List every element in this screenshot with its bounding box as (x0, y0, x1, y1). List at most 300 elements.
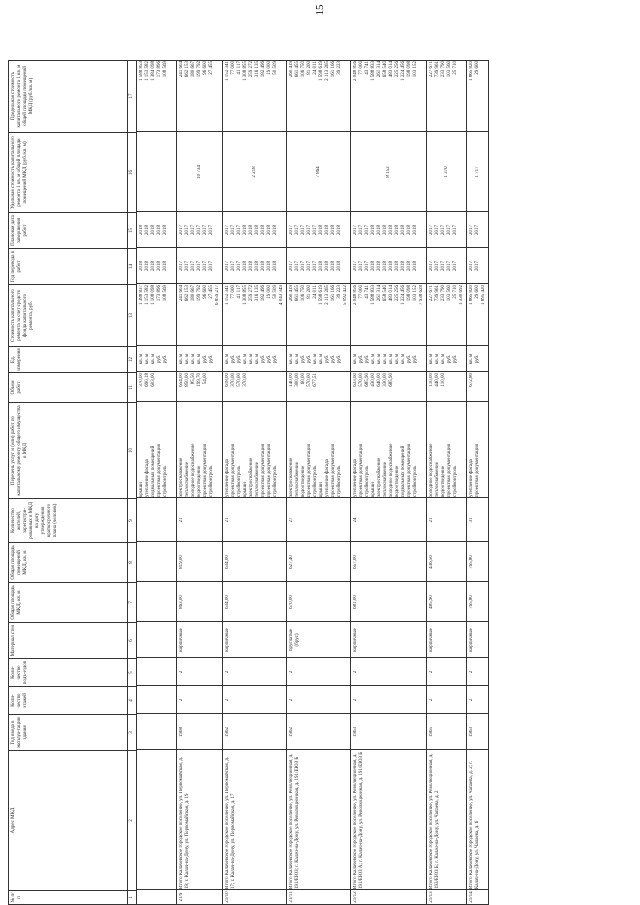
cell-line: 316 135 (255, 285, 260, 302)
cell-line: 2018 (413, 225, 418, 235)
cell-line: руб. (273, 354, 278, 364)
col-number: 8 (128, 542, 136, 582)
cell-line: руб. (209, 354, 214, 364)
cell-address: Итого Калачевское городское поселение, ул. Революционная, д. 191/ЕЮЗ; г. Калач-на-Дону, ул. Революционная, д. 191/ЕЮЗ Б (289, 753, 300, 889)
column-divider (351, 247, 426, 248)
cell-line: 2017 (203, 225, 208, 235)
column-divider (287, 401, 350, 402)
cell-line: 106 750 (301, 61, 306, 78)
cell-line: 2018 (337, 225, 342, 235)
cell-line: 241 604 (179, 61, 184, 78)
cell-line: 2018 (261, 261, 266, 271)
cell-line: 25 710 (453, 285, 458, 299)
cell-line: кв. м (429, 353, 434, 365)
cell-limit (353, 61, 419, 131)
cell-line: теплоснабжение (255, 462, 260, 497)
cell-line: 2017 (359, 261, 364, 271)
cell-line: 2 048 856 (353, 61, 358, 81)
column-divider (177, 657, 222, 658)
table-row (351, 60, 427, 905)
column-divider (287, 713, 350, 714)
cell-line: теплоснабжение (185, 462, 190, 497)
cell-entrances: 2 (429, 670, 434, 674)
cell-line: руб. (267, 354, 272, 364)
cell-line: 2017 (453, 261, 458, 271)
cell-cost-total: 6 859 217 (215, 285, 220, 305)
cell-line: стройконтроль (365, 465, 370, 497)
cell-line: 43 741 (365, 285, 370, 299)
cell-material: кирпичные (469, 628, 474, 652)
cell-line: 2018 (371, 261, 376, 271)
cell-line: холодное водоснабжение (429, 443, 434, 497)
cell-works (353, 403, 419, 497)
column-divider (177, 247, 222, 248)
cell-line: 2017 (191, 261, 196, 271)
cell-line: 24 011 (313, 285, 318, 299)
cell-line: 25 710 (453, 61, 458, 75)
cell-line: руб. (307, 354, 312, 364)
cell-line: проектная документация (231, 444, 236, 497)
cell-address: Итого Калачевское городское поселение, ул. Первомайская, д. 17; г. Калач-на-Дону, ул. Первомайская, д. 17 (225, 756, 236, 889)
cell-residents: 27 (289, 517, 294, 523)
cell-line: стройконтроль (453, 465, 458, 497)
column-divider (351, 657, 426, 658)
cell-line: 370,00 (243, 373, 248, 387)
cell-line: 1 224 456 (401, 285, 406, 305)
column-divider (351, 581, 426, 582)
cell-cost (179, 285, 215, 345)
cell-line: 2018 (337, 261, 342, 271)
cell-line: 850,00 (185, 373, 190, 387)
page-number: 15 (314, 4, 326, 16)
cell-material: кирпичные (353, 628, 358, 652)
cell-line: 2017 (185, 225, 190, 235)
column-divider (427, 685, 466, 686)
cell-line: 2017 (353, 225, 358, 235)
cell-limit (139, 61, 169, 131)
column-divider (223, 497, 286, 498)
cell-line: 483 014 (389, 61, 394, 78)
cell-line: 1 865 820 (469, 61, 474, 81)
cell-area: 863,00 (179, 595, 184, 609)
cell-line: руб. (413, 354, 418, 364)
column-divider (467, 541, 488, 542)
cell-line: 658 540 (383, 285, 388, 302)
cell-line: 182 496 (261, 285, 266, 302)
cell-volume (179, 373, 209, 401)
table-body (137, 60, 627, 905)
cell-entrances: 2 (179, 670, 184, 674)
cell-line: 140,00 (289, 373, 294, 387)
cell-line: кв. м (377, 353, 382, 365)
cell-line: 618,00 (225, 373, 230, 387)
cell-line: 2017 (203, 261, 208, 271)
cell-cost-total: 1 895 420 (481, 285, 486, 305)
cell-line: 110,00 (441, 373, 446, 387)
cell-line: 259 272 (249, 61, 254, 78)
cell-year: 1962 (289, 727, 294, 737)
header-col-9: Количество жителей, зарегистри-рованных в МКД на дату утверждения краткосрочного плана (человек) (9, 498, 127, 542)
cell-unit-cost: 10 734 (197, 165, 202, 179)
header-col-6: Материал стен (9, 622, 127, 658)
column-divider (427, 657, 466, 658)
cell-line: 2018 (331, 225, 336, 235)
cell-line: 2018 (243, 225, 248, 235)
cell-line: 81 200 (307, 285, 312, 299)
col-number: 10 (128, 402, 136, 498)
cell-volume (429, 373, 447, 401)
cell-line: 180 667 (191, 61, 196, 78)
column-divider (287, 497, 350, 498)
cell-units (139, 347, 169, 371)
cell-address: Итого Калачевское городское поселение, ул. Революционная, д. 193/ЕЮЗ Б; г. Калач-на-Дону, ул. Чапаева, д. 2 (429, 753, 440, 889)
cell-line: 199 792 (197, 285, 202, 302)
cell-units (179, 347, 215, 371)
col-number: 1 (128, 890, 136, 904)
cell-line: 2018 (261, 225, 266, 235)
cell-num: 21/14 (469, 891, 474, 903)
cell-volume (225, 373, 249, 401)
column-divider (427, 749, 466, 750)
cell-line: кв. м (401, 353, 406, 365)
cell-line: 2017 (353, 261, 358, 271)
cell-line: 2018 (249, 225, 254, 235)
cell-line: 2018 (255, 261, 260, 271)
cell-line: 2017 (453, 225, 458, 235)
header-col-2: Адрес МКД (9, 750, 127, 890)
cell-line: проектная документация (331, 444, 336, 497)
col-number: 12 (128, 346, 136, 372)
cell-floors: 2 (353, 698, 358, 702)
cell-line: 2017 (225, 261, 230, 271)
cell-dates (469, 213, 481, 247)
cell-line: руб. (231, 354, 236, 364)
cell-line: 685,90 (389, 373, 394, 387)
col-number: 9 (128, 498, 136, 542)
col-number: 5 (128, 658, 136, 686)
cell-works (469, 403, 481, 497)
column-divider (467, 581, 488, 582)
cell-line: 41 117 (237, 61, 242, 75)
cell-residents: 21 (225, 517, 230, 523)
cell-line: 685,90 (365, 373, 370, 387)
cell-line: 29 600 (475, 285, 480, 299)
cell-line: 2018 (395, 261, 400, 271)
column-divider (351, 401, 426, 402)
cell-line: 108 569 (163, 61, 168, 78)
header-col-7: Общая площадь МКД, кв. м (9, 582, 127, 622)
col-number: 15 (128, 212, 136, 248)
cell-limit (225, 61, 279, 131)
cell-limit (469, 61, 481, 131)
table-header (8, 60, 128, 905)
header-col-14: Год перевода в работ (9, 248, 127, 284)
cell-line: 2018 (255, 225, 260, 235)
cell-years (289, 249, 343, 283)
cell-line: 2018 (401, 225, 406, 235)
column-divider (177, 749, 222, 750)
cell-line: 260 419 (289, 285, 294, 302)
cell-area2: 765,80 (469, 555, 474, 569)
column-divider (177, 401, 222, 402)
cell-line: 2018 (383, 225, 388, 235)
cell-line: 370,00 (231, 373, 236, 387)
column-divider (351, 497, 426, 498)
column-divider (223, 657, 286, 658)
cell-cost-total: 5 092 422 (343, 285, 348, 305)
cell-volume (353, 373, 395, 401)
cell-num: 21/13 (429, 891, 434, 903)
cell-line: 570,00 (359, 373, 364, 387)
cell-line: руб. (365, 354, 370, 364)
cell-line: 2017 (313, 261, 318, 271)
cell-line: руб. (157, 354, 162, 364)
cell-works (225, 403, 279, 497)
cell-line: 2018 (377, 225, 382, 235)
cell-line: 2017 (301, 261, 306, 271)
cell-line: 260 419 (289, 61, 294, 78)
cell-line: 108 569 (163, 285, 168, 302)
column-divider (427, 713, 466, 714)
cell-line: 2017 (237, 225, 242, 235)
cell-line: 633,60 (353, 373, 358, 387)
col-number: 16 (128, 132, 136, 212)
table-row (427, 60, 467, 905)
column-divider (223, 247, 286, 248)
column-divider (137, 131, 176, 132)
cell-line: 2017 (307, 261, 312, 271)
column-divider (351, 131, 426, 132)
cell-line: 180 667 (191, 285, 196, 302)
cell-line: руб. (301, 354, 306, 364)
cell-line: 103 560 (447, 285, 452, 302)
cell-floors: 2 (429, 698, 434, 702)
cell-entrances: 2 (353, 670, 358, 674)
cell-area2: 627,40 (289, 555, 294, 569)
cell-line: проектная документация (447, 444, 452, 497)
cell-line: 2017 (429, 261, 434, 271)
cell-line: 77 000 (359, 285, 364, 299)
cell-line: 672,80 (469, 373, 474, 387)
column-divider (137, 401, 176, 402)
cell-line: стройконтроль (209, 465, 214, 497)
cell-line: 2017 (289, 225, 294, 235)
cell-line: кв. м (249, 353, 254, 365)
column-divider (137, 371, 176, 372)
column-divider (177, 345, 222, 346)
cell-line: кв. м (319, 353, 324, 365)
table-row (467, 60, 489, 905)
cell-line: 2018 (325, 225, 330, 235)
cell-line: 50 509 (273, 285, 278, 299)
column-divider (287, 581, 350, 582)
cell-line: 2018 (401, 261, 406, 271)
header-col-16: Удельная стоимость капитального ремонта 1 кв. м общей площади помещений МКД (руб./кв. м) (9, 132, 127, 212)
column-divider (351, 541, 426, 542)
header-col-3: Год ввода в эксплуа-тацию здания (9, 714, 127, 750)
cell-line: стройконтроль (313, 465, 318, 497)
cell-num: 21/12 (353, 891, 358, 903)
cell-dates (225, 213, 279, 247)
table-row (177, 60, 223, 905)
cell-line: кв. м (289, 353, 294, 365)
cell-entrances: 2 (289, 670, 294, 674)
column-divider (427, 401, 466, 402)
cell-line: 2018 (407, 225, 412, 235)
cell-line: 658 540 (383, 61, 388, 78)
cell-line: 2018 (139, 225, 144, 235)
cell-floors: 2 (469, 698, 474, 702)
cell-area2: 634,00 (225, 555, 230, 569)
column-divider (351, 889, 426, 890)
cell-year: 1965 (429, 727, 434, 737)
column-divider (467, 685, 488, 686)
cell-dates (353, 213, 419, 247)
cell-line: 739 961 (435, 61, 440, 78)
cell-line: стройконтроль (337, 465, 342, 497)
column-divider (223, 713, 286, 714)
cell-line: 77 000 (231, 285, 236, 299)
cell-line: руб. (407, 354, 412, 364)
cell-line: 110,00 (429, 373, 434, 387)
column-divider (177, 889, 222, 890)
cell-area: 681,00 (353, 595, 358, 609)
cell-line: 2018 (273, 261, 278, 271)
cell-num: 21/10 (225, 891, 230, 903)
cell-line: руб. (203, 354, 208, 364)
cell-line: 2018 (151, 261, 156, 271)
cell-line: 2017 (435, 225, 440, 235)
cell-line: 570,00 (237, 373, 242, 387)
column-divider (177, 283, 222, 284)
cell-line: 19 000 (267, 61, 272, 75)
column-divider (427, 131, 466, 132)
cell-line: проектная документация (307, 444, 312, 497)
column-divider (467, 283, 488, 284)
cell-line: холодное водоснабжение (389, 443, 394, 497)
column-divider (137, 749, 176, 750)
cell-num: 21/11 (289, 891, 294, 903)
cell-dates (429, 213, 459, 247)
header-col-5: Коли-чество подъ-ездов (9, 658, 127, 686)
cell-year: 1963 (353, 727, 358, 737)
column-divider (177, 541, 222, 542)
cell-unit-cost: 7 864 (316, 166, 321, 178)
cell-line: 2018 (389, 225, 394, 235)
cell-line: 2018 (273, 225, 278, 235)
cell-line: утепление фасада (469, 459, 474, 497)
table-row (137, 60, 177, 905)
cell-line: 2018 (145, 261, 150, 271)
cell-year: 1962 (225, 727, 230, 737)
column-divider (467, 889, 488, 890)
header-col-1: № п/п (9, 890, 127, 904)
cell-line: 103 152 (413, 61, 418, 78)
cell-line: кв. м (441, 353, 446, 365)
column-divider (467, 749, 488, 750)
cell-line: 2018 (319, 225, 324, 235)
cell-line: 300,00 (295, 373, 300, 387)
cell-line: 330,00 (383, 373, 388, 387)
cell-line: 2017 (179, 261, 184, 271)
cell-line: 2018 (249, 261, 254, 271)
column-divider (223, 581, 286, 582)
cell-line: 2017 (209, 261, 214, 271)
cell-line: стройконтроль (413, 465, 418, 497)
cell-line: 2 113 265 (325, 61, 330, 81)
cell-line: 259 272 (249, 285, 254, 302)
cell-line: 316 135 (255, 61, 260, 78)
cell-entrances: 2 (225, 670, 230, 674)
cell-line: 2018 (395, 225, 400, 235)
cell-line: проектная документация (267, 444, 272, 497)
cell-line: 43 741 (365, 61, 370, 75)
cell-line: кв. м (197, 353, 202, 365)
column-divider (287, 371, 350, 372)
cell-material: брусчатые (брус) (289, 629, 300, 651)
cell-line: 1 224 456 (401, 61, 406, 81)
cell-units (353, 347, 419, 371)
cell-line: руб. (325, 354, 330, 364)
cell-line: 39 223 (337, 285, 342, 299)
column-divider (467, 211, 488, 212)
cell-residents: 21 (179, 517, 184, 523)
cell-line: кв. м (225, 353, 230, 365)
cell-line: 2018 (157, 225, 162, 235)
cell-line: 1 588 853 (139, 61, 144, 81)
column-divider (351, 371, 426, 372)
cell-line: 1 153 582 (145, 61, 150, 81)
cell-line: 677,51 (313, 373, 318, 387)
cell-years (179, 249, 215, 283)
cell-line: 173 896 (157, 285, 162, 302)
cell-line: 1 384 098 (151, 61, 156, 81)
cell-dates (289, 213, 343, 247)
cell-line: проектная документация (407, 444, 412, 497)
cell-works (289, 403, 343, 497)
cell-cost-total: 7 938 628 (419, 285, 424, 305)
column-divider (467, 345, 488, 346)
column-divider (287, 621, 350, 622)
cell-residents: 24 (353, 517, 358, 523)
cell-line: 2018 (243, 261, 248, 271)
column-divider (137, 211, 176, 212)
cell-line: 2017 (447, 225, 452, 235)
cell-area: 765,80 (469, 595, 474, 609)
cell-line: 2018 (163, 225, 168, 235)
cell-line: 19 000 (267, 285, 272, 299)
cell-line: проектная документация (203, 444, 208, 497)
cell-line: проектная документация (359, 444, 364, 497)
cell-units (429, 347, 459, 371)
cell-line: утепление фасада (353, 459, 358, 497)
cell-line: 227 671 (429, 285, 434, 302)
cell-limit (289, 61, 343, 131)
cell-line: теплоснабжение (295, 462, 300, 497)
cell-line: 2018 (267, 225, 272, 235)
col-number: 3 (128, 714, 136, 750)
cell-line: 2018 (267, 261, 272, 271)
cell-line: 654,00 (179, 373, 184, 387)
cell-line: стройконтроль (163, 465, 168, 497)
column-divider (137, 657, 176, 658)
cell-line: подвальных помещений (151, 445, 156, 497)
cell-line: 161 166 (331, 285, 336, 302)
cell-unit-cost: 2 218 (252, 166, 257, 178)
cell-floors: 2 (179, 698, 184, 702)
cell-line: 2 113 265 (325, 285, 330, 305)
cell-line: 198 098 (407, 285, 412, 302)
